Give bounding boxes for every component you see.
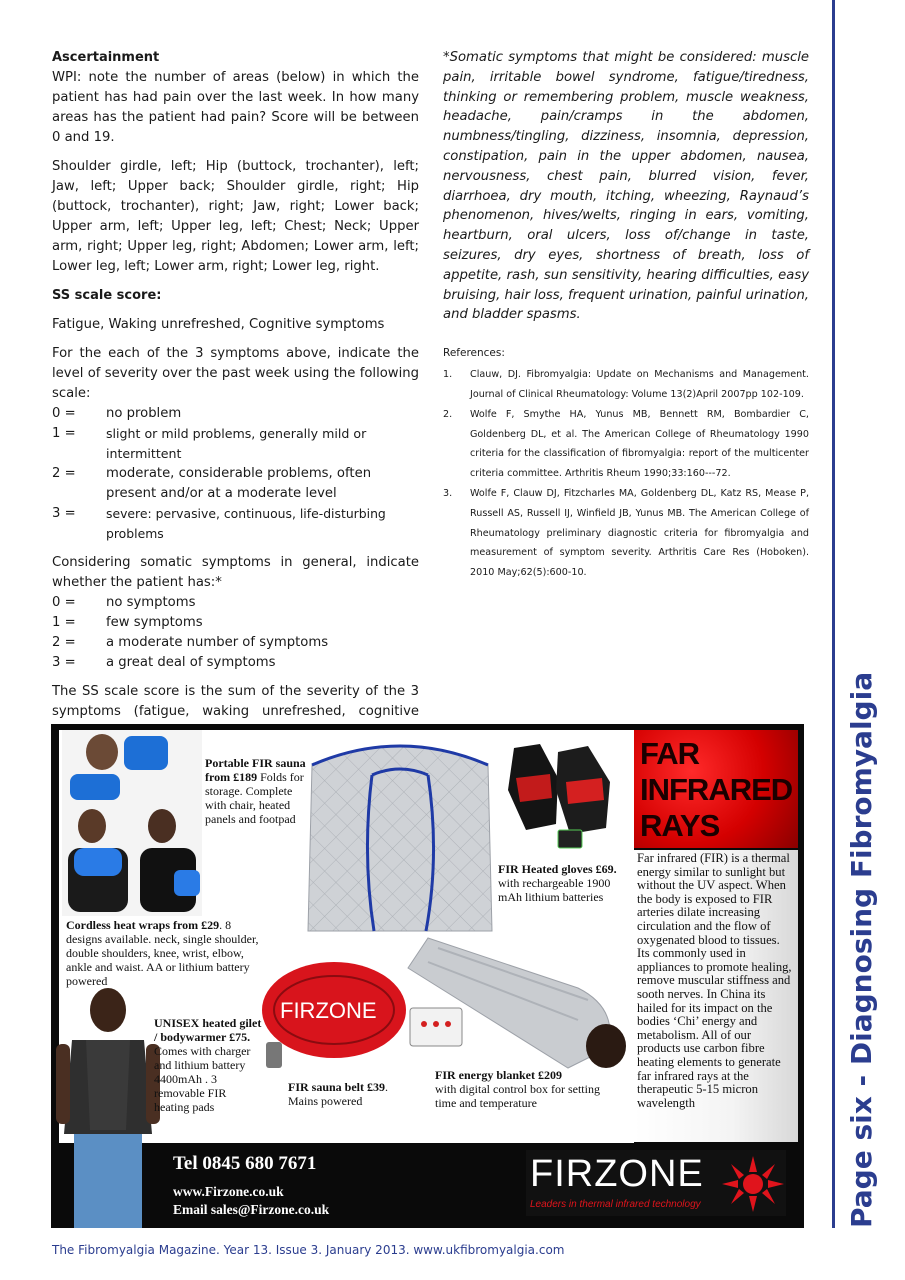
scale-desc: slight or mild problems, generally mild or intermittent	[106, 426, 367, 461]
scale-row	[52, 633, 419, 653]
gilet-caption	[154, 1016, 264, 1114]
scale-desc: a moderate number of symptoms	[106, 635, 329, 650]
sauna-desc: Folds for storage. Complete with chair, heated panels and footpad	[205, 770, 304, 826]
scale-num: 2 =	[52, 635, 76, 650]
reference-text: Wolfe F, Clauw DJ, Fitzcharles MA, Goldenberg DL, Katz RS, Mease P, Russell AS, Russell IJ, Winfield JB, Yunus MB. The American College of Rheumatology preliminary diagnostic criteria for fibromyalgia and measurement of symptom severity. Arthritis Care Res (Hoboken). 2010 May;62(5):600-10.	[470, 487, 809, 579]
belt-logo-text: FIRZONE	[280, 998, 377, 1023]
reference-text: Clauw, DJ. Fibromyalgia: Update on Mechanisms and Management. Journal of Clinical Rheumatology: Volume 13(2)April 2007pp 102-109.	[470, 369, 809, 400]
reference-item	[443, 405, 809, 484]
heated-gilet-photo	[56, 984, 160, 1228]
firzone-logo-word: FIRZONE	[530, 1153, 704, 1195]
reference-item	[443, 484, 809, 583]
scale-row	[52, 653, 419, 673]
reference-number: 2.	[443, 408, 453, 420]
reference-item	[443, 365, 809, 405]
ad-email: Email sales@Firzone.co.uk	[173, 1202, 330, 1217]
scale-row	[52, 593, 419, 613]
blanket-caption	[435, 1068, 601, 1110]
gloves-caption	[498, 862, 628, 904]
scale-desc: a great deal of symptoms	[106, 655, 276, 670]
severity-scale	[52, 404, 419, 544]
final-score-paragraph: The SS scale score is the sum of the severity of the 3 symptoms (fatigue, waking unrefreshed, cognitive	[52, 684, 419, 719]
firzone-tagline: Leaders in thermal infrared technology	[530, 1199, 701, 1210]
somatic-intro: Considering somatic symptoms in general, indicate whether the patient has:*	[52, 555, 419, 590]
somatic-symptoms-list: *Somatic symptoms that might be considered: muscle pain, irritable bowel syndrome, fatigue/tiredness, thinking or remembering problem, muscle weakness, headache, pain/cramps in the abdomen, numbness/tingling, dizziness, insomnia, depression, constipation, pain in the upper abdomen, nausea, nervousness, chest pain, blurred vision, fever, diarrhoea, dry mouth, itching, wheezing, Raynaud’s phenomenon, hives/welts, ringing in ears, vomiting, heartburn, oral ulcers, loss of/change in taste, seizures, dry eyes, shortness of breath, loss of appetite, rash, sun sensitivity, hearing difficulties, easy bruising, hair loss, frequent urination, painful urination, and bladder spasms.	[443, 50, 809, 323]
reference-number: 3.	[443, 487, 453, 499]
scale-desc: moderate, considerable problems, often present and/or at a moderate level	[106, 466, 372, 501]
scale-num: 3 =	[52, 655, 76, 670]
scale-row	[52, 613, 419, 633]
sauna-caption	[205, 756, 315, 826]
scale-num: 0 =	[52, 595, 76, 610]
ad-contact	[173, 1183, 329, 1219]
wraps-desc: . 8 designs available. neck, single shoulder, double shoulders, knee, wrist, elbow, ankle and waist. AA or lithium battery powered	[66, 918, 259, 988]
ascertainment-heading: Ascertainment	[52, 50, 160, 65]
scale-num: 1 =	[52, 426, 76, 441]
reference-number: 1.	[443, 369, 453, 381]
belt-title: FIR sauna belt £39	[288, 1080, 386, 1094]
sun-burst-icon	[722, 1156, 784, 1212]
far-infrared-title: FAR INFRARED RAYS	[640, 736, 793, 843]
far-infrared-description: Far infrared (FIR) is a thermal energy similar to sunlight but without the UV aspect. When the body is exposed to FIR arteries dilate increasing circulation and the flow of oxygenated blood to tissues. Its commonly used in appliances to promote healing, remove muscular stiffness and sooth nerves. In China its hailed for its impact on the bodies ‘Chi’ energy and metabolism. All of our products use carbon fibre heating elements to generate far infrared rays at the therapeutic 5-15 micron wavelength	[637, 851, 792, 1110]
scale-row	[52, 464, 419, 504]
heat-wraps-photo	[62, 730, 202, 916]
sauna-title: Portable FIR sauna from £189	[205, 756, 306, 784]
page-section-title: Page six - Diagnosing Fibromyalgia	[845, 671, 878, 1228]
scale-desc: severe: pervasive, continuous, life-disturbing problems	[106, 506, 386, 541]
gilet-desc: Comes with charger and lithium battery 4400mAh . 3 removable FIR heating pads	[154, 1044, 251, 1114]
gloves-desc: with rechargeable 1900 mAh lithium batteries	[498, 876, 611, 904]
scale-num: 2 =	[52, 466, 76, 481]
blanket-desc: with digital control box for setting time and temperature	[435, 1082, 600, 1110]
scale-desc: few symptoms	[106, 615, 203, 630]
scale-row	[52, 404, 419, 424]
belt-caption	[288, 1080, 408, 1108]
scale-num: 1 =	[52, 615, 76, 630]
right-column	[443, 48, 809, 583]
scale-desc: no symptoms	[106, 595, 196, 610]
magazine-footer: The Fibromyalgia Magazine. Year 13. Issue 3. January 2013. www.ukfibromyalgia.com	[52, 1243, 565, 1257]
pain-areas-paragraph: Shoulder girdle, left; Hip (buttock, trochanter), left; Jaw, left; Upper back; Shoulder girdle, right; Hip (buttock, trochanter), right; Jaw, right; Lower back; Upper arm, left; Upper leg, left; Chest; Neck; Upper arm, right; Upper leg, right; Abdomen; Lower arm, left; Lower leg, left; Lower arm, right; Lower leg, right.	[52, 159, 419, 274]
heated-gloves-photo	[500, 738, 628, 860]
scale-row	[52, 424, 419, 464]
left-column	[52, 48, 419, 791]
reference-text: Wolfe F, Smythe HA, Yunus MB, Bennett RM, Bombardier C, Goldenberg DL, et al. The American College of Rheumatology 1990 criteria for the classification of fibromyalgia: report of the multicenter criteria committee. Arthritis Rheum 1990;33:160---72.	[470, 408, 809, 480]
wraps-title: Cordless heat wraps from £29	[66, 918, 220, 932]
blanket-title: FIR energy blanket £209	[435, 1068, 562, 1082]
references-heading: References:	[443, 347, 505, 360]
gloves-title: FIR Heated gloves £69.	[498, 862, 617, 876]
wpi-paragraph: WPI: note the number of areas (below) in which the patient has had pain over the last week. In how many areas has the patient had pain? Score will be between 0 and 19.	[52, 70, 419, 145]
ad-telephone: Tel 0845 680 7671	[173, 1153, 317, 1174]
scale-num: 0 =	[52, 406, 76, 421]
scale-desc: no problem	[106, 406, 182, 421]
ad-website: www.Firzone.co.uk	[173, 1184, 284, 1199]
wraps-caption	[66, 918, 260, 988]
sidebar-rule	[832, 0, 835, 1228]
scale-num: 3 =	[52, 506, 76, 521]
somatic-scale	[52, 593, 419, 673]
energy-blanket-photo	[398, 928, 634, 1078]
sauna-tent-photo	[302, 735, 498, 935]
scale-row	[52, 504, 419, 544]
sauna-belt-photo	[260, 958, 410, 1078]
gilet-title: UNISEX heated gilet / bodywarmer £75.	[154, 1016, 262, 1044]
severity-intro: For the each of the 3 symptoms above, indicate the level of severity over the past week using the following scale:	[52, 346, 419, 401]
belt-desc: . Mains powered	[288, 1080, 389, 1108]
ss-scale-heading: SS scale score:	[52, 288, 162, 303]
symptoms-paragraph: Fatigue, Waking unrefreshed, Cognitive symptoms	[52, 317, 385, 332]
